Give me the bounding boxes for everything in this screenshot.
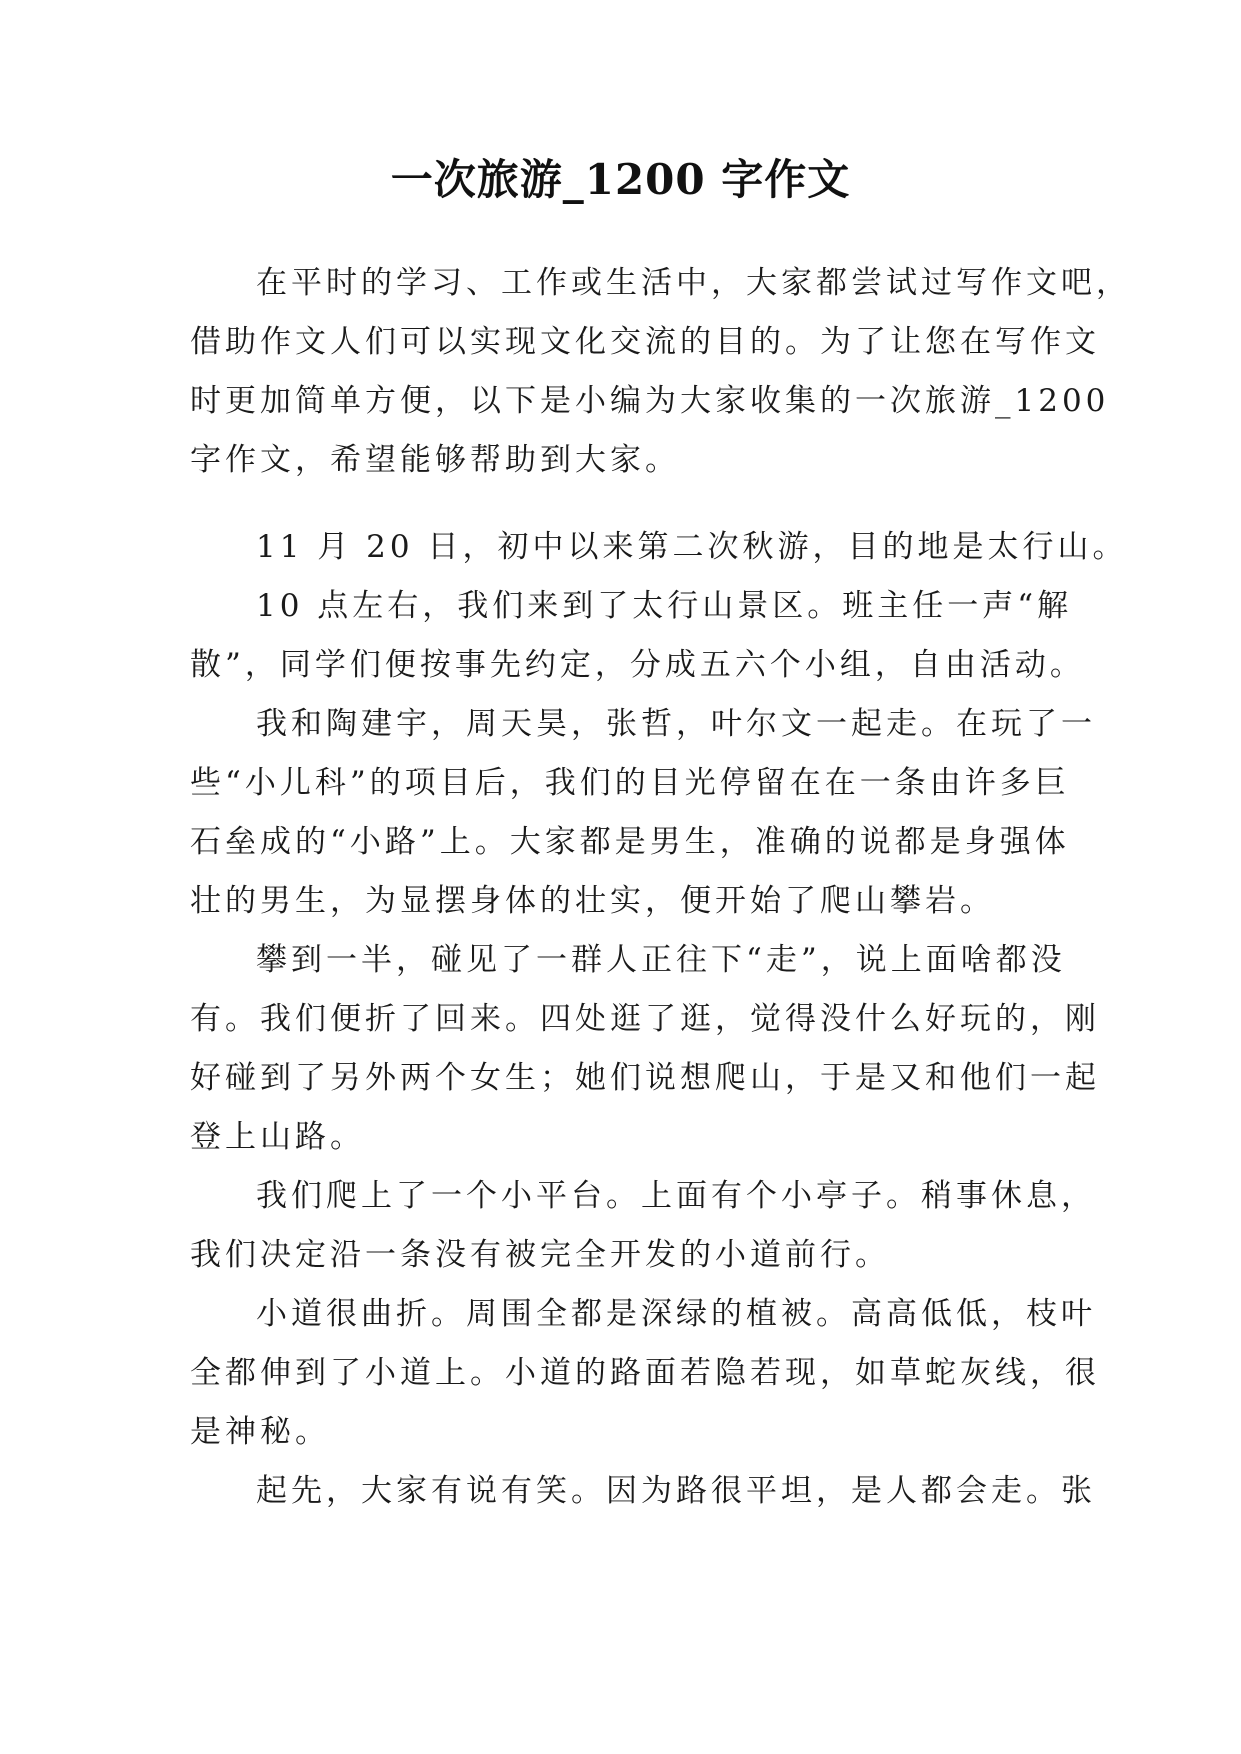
body-line: 小道很曲折。周围全都是深绿的植被。高高低低，枝叶 <box>256 1296 1096 1332</box>
body-line: 散”，同学们便按事先约定，分成五六个小组，自由活动。 <box>190 647 1085 683</box>
body-line: 些“小儿科”的项目后，我们的目光停留在在一条由许多巨 <box>190 765 1070 801</box>
body-line: 起先，大家有说有笑。因为路很平坦，是人都会走。张 <box>256 1473 1096 1509</box>
body-line: 攀到一半，碰见了一群人正往下“走”，说上面啥都没 <box>256 942 1066 978</box>
intro-line: 借助作文人们可以实现文化交流的目的。为了让您在写作文 <box>190 324 1100 360</box>
intro-line: 在平时的学习、工作或生活中，大家都尝试过写作文吧， <box>256 265 1131 301</box>
body-line: 我们爬上了一个小平台。上面有个小亭子。稍事休息， <box>256 1178 1096 1214</box>
document-title: 一次旅游_1200 字作文 <box>390 155 851 204</box>
body-line: 全都伸到了小道上。小道的路面若隐若现，如草蛇灰线，很 <box>190 1355 1100 1391</box>
body-line: 我和陶建宇，周天昊，张哲，叶尔文一起走。在玩了一 <box>256 706 1096 742</box>
body-line: 登上山路。 <box>190 1119 365 1155</box>
body-line: 是神秘。 <box>190 1414 330 1450</box>
body-line: 壮的男生，为显摆身体的壮实，便开始了爬山攀岩。 <box>190 883 995 919</box>
body-line: 11 月 20 日，初中以来第二次秋游，目的地是太行山。 <box>256 529 1128 565</box>
intro-line: 字作文，希望能够帮助到大家。 <box>190 442 680 478</box>
body-line: 我们决定沿一条没有被完全开发的小道前行。 <box>190 1237 890 1273</box>
body-line: 10 点左右，我们来到了太行山景区。班主任一声“解 <box>256 588 1073 624</box>
body-line: 好碰到了另外两个女生；她们说想爬山，于是又和他们一起 <box>190 1060 1100 1096</box>
body-line: 石垒成的“小路”上。大家都是男生，准确的说都是身强体 <box>190 824 1070 860</box>
intro-line: 时更加简单方便，以下是小编为大家收集的一次旅游_1200 <box>190 383 1110 419</box>
body-line: 有。我们便折了回来。四处逛了逛，觉得没什么好玩的，刚 <box>190 1001 1100 1037</box>
essay-body <box>190 518 1128 1521</box>
intro-paragraph <box>190 254 1131 490</box>
